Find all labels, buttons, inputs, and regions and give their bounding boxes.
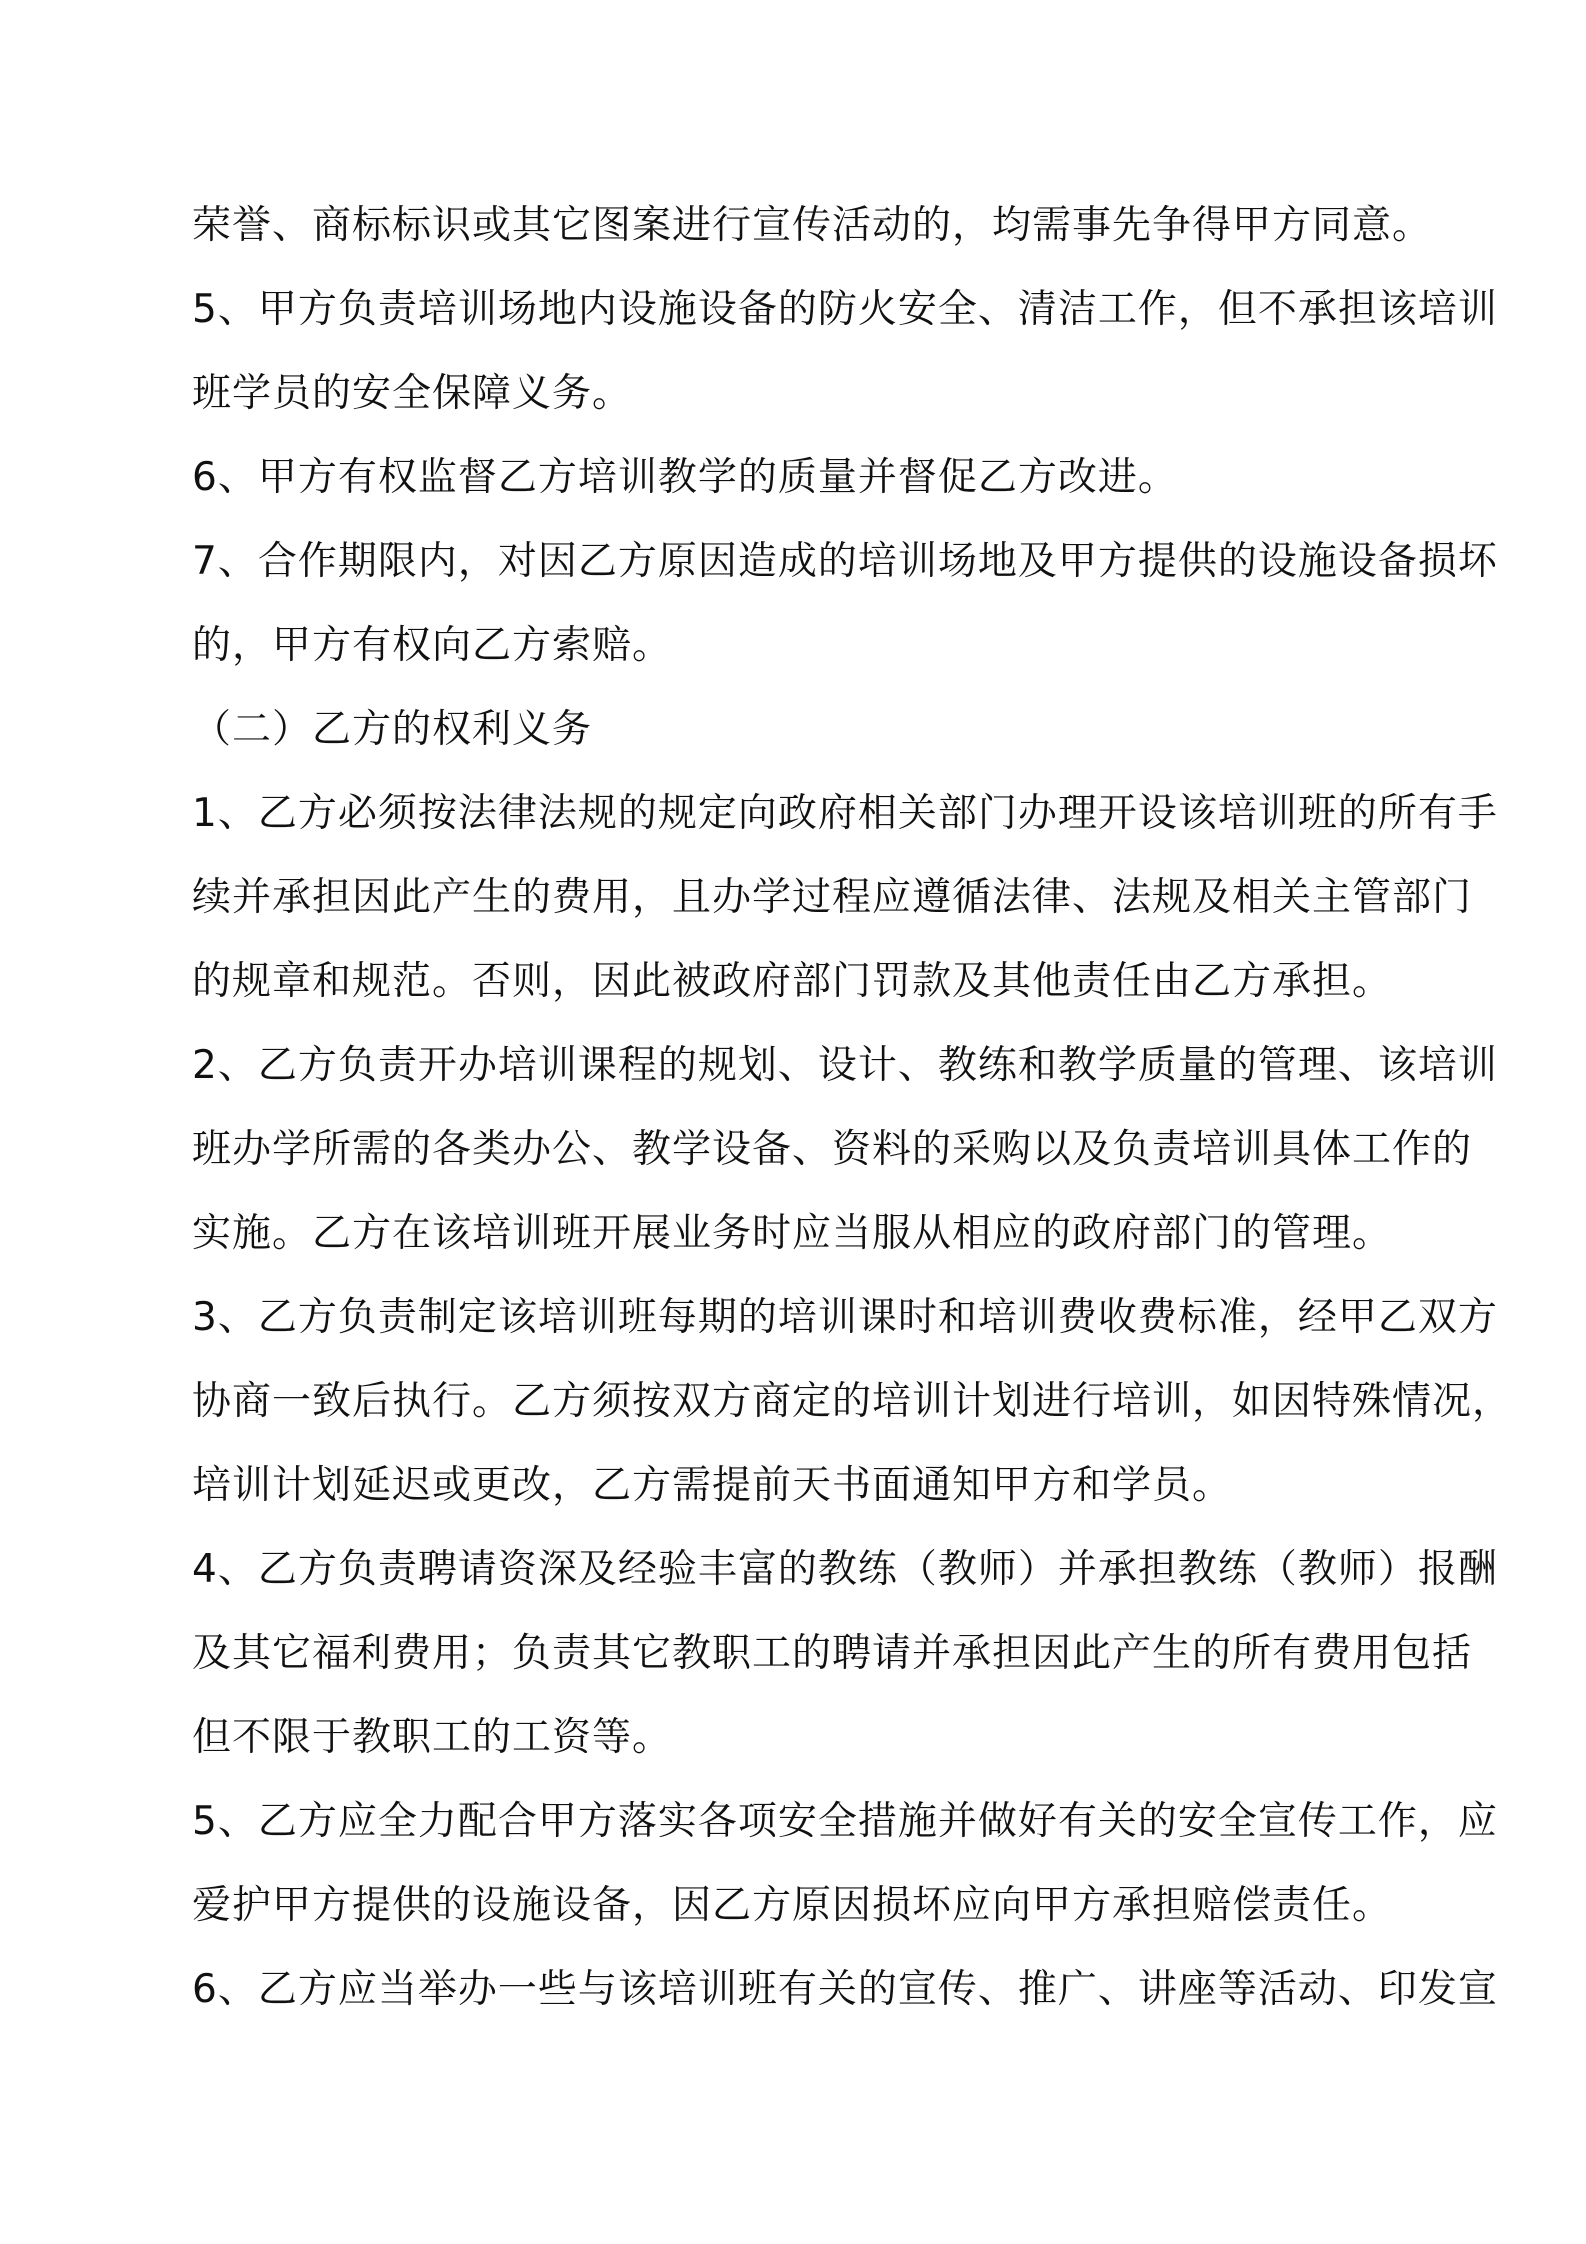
- text-line: 但不限于教职工的工资等。: [192, 1715, 673, 1760]
- section-heading: （二）乙方的权利义务: [192, 707, 593, 752]
- text-line: 培训计划延迟或更改，乙方需提前天书面通知甲方和学员。: [192, 1463, 1233, 1508]
- text-line: 6、甲方有权监督乙方培训教学的质量并督促乙方改进。: [192, 455, 1178, 500]
- text-line: 爱护甲方提供的设施设备，因乙方原因损坏应向甲方承担赔偿责任。: [192, 1883, 1393, 1928]
- text-line: 的规章和规范。否则，因此被政府部门罚款及其他责任由乙方承担。: [192, 959, 1393, 1004]
- text-line: 荣誉、商标标识或其它图案进行宣传活动的，均需事先争得甲方同意。: [192, 203, 1433, 248]
- text-line: 6、乙方应当举办一些与该培训班有关的宣传、推广、讲座等活动、印发宣: [192, 1967, 1498, 2012]
- text-line: 班学员的安全保障义务。: [192, 371, 633, 416]
- text-line: 协商一致后执行。乙方须按双方商定的培训计划进行培训，如因特殊情况，: [192, 1379, 1513, 1424]
- text-line: 3、乙方负责制定该培训班每期的培训课时和培训费收费标准，经甲乙双方: [192, 1295, 1498, 1340]
- text-line: 实施。乙方在该培训班开展业务时应当服从相应的政府部门的管理。: [192, 1211, 1393, 1256]
- text-line: 5、甲方负责培训场地内设施设备的防火安全、清洁工作，但不承担该培训: [192, 287, 1498, 332]
- text-line: 班办学所需的各类办公、教学设备、资料的采购以及负责培训具体工作的: [192, 1127, 1473, 1172]
- text-line: 1、乙方必须按法律法规的规定向政府相关部门办理开设该培训班的所有手: [192, 791, 1498, 836]
- text-line: 2、乙方负责开办培训课程的规划、设计、教练和教学质量的管理、该培训: [192, 1043, 1498, 1088]
- text-line: 的，甲方有权向乙方索赔。: [192, 623, 673, 668]
- text-line: 续并承担因此产生的费用，且办学过程应遵循法律、法规及相关主管部门: [192, 875, 1473, 920]
- text-line: 及其它福利费用；负责其它教职工的聘请并承担因此产生的所有费用包括: [192, 1631, 1473, 1676]
- text-line: 5、乙方应全力配合甲方落实各项安全措施并做好有关的安全宣传工作，应: [192, 1799, 1498, 1844]
- text-line: 4、乙方负责聘请资深及经验丰富的教练（教师）并承担教练（教师）报酬: [192, 1547, 1498, 1592]
- text-line: 7、合作期限内，对因乙方原因造成的培训场地及甲方提供的设施设备损坏: [192, 539, 1498, 584]
